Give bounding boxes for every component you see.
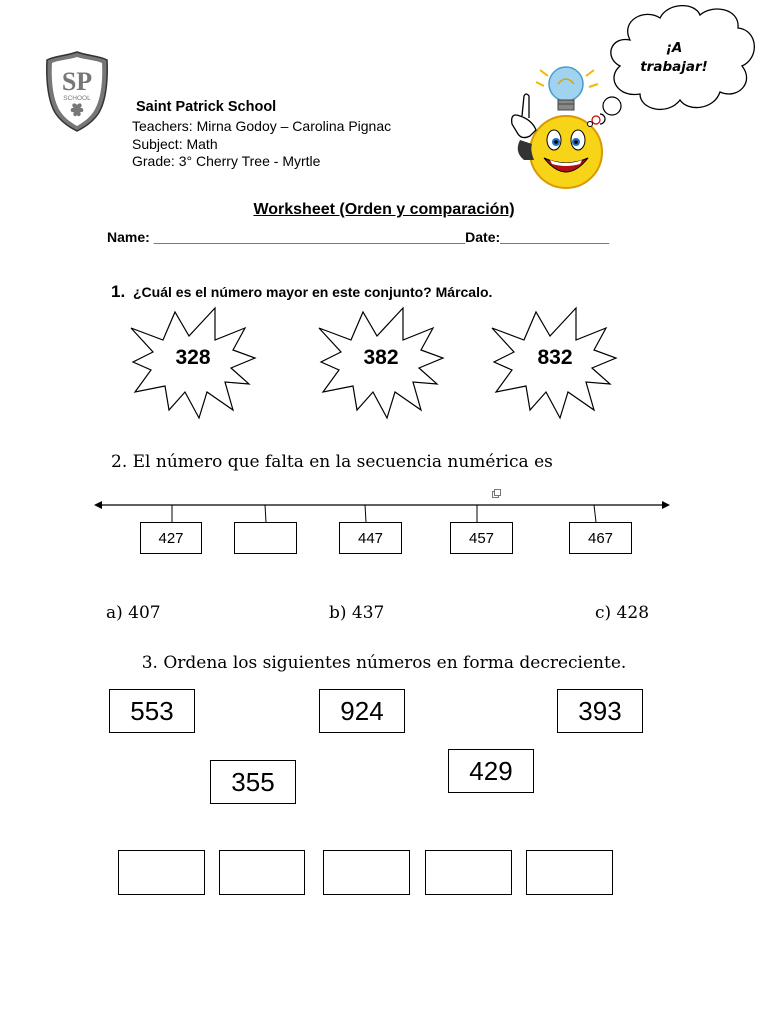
sequence-box: 457 bbox=[450, 522, 513, 554]
answer-box[interactable] bbox=[323, 850, 410, 895]
question-1-text: ¿Cuál es el número mayor en este conjunto? Márcalo. bbox=[133, 284, 493, 300]
sequence-box: 447 bbox=[339, 522, 402, 554]
school-name: Saint Patrick School bbox=[136, 99, 277, 115]
number-box: 553 bbox=[109, 689, 195, 733]
smiley-lightbulb-icon bbox=[500, 60, 610, 192]
thought-bubble-text bbox=[628, 39, 720, 77]
grade-line: Grade: 3° Cherry Tree - Myrtle bbox=[132, 153, 321, 169]
question-2-text: 2. El número que falta en la secuencia numérica es bbox=[111, 452, 553, 472]
number-box: 429 bbox=[448, 749, 534, 793]
answer-option-a[interactable]: a) 407 bbox=[106, 603, 161, 623]
answer-option-b[interactable]: b) 437 bbox=[329, 603, 385, 623]
number-box: 355 bbox=[210, 760, 296, 804]
worksheet-title: Worksheet (Orden y comparación) bbox=[253, 201, 515, 218]
answer-box[interactable] bbox=[526, 850, 613, 895]
date-blank[interactable]: ______________ bbox=[500, 229, 610, 245]
bubble-line-1: ¡A bbox=[665, 40, 683, 56]
date-label: Date: bbox=[465, 229, 501, 245]
answer-box[interactable] bbox=[219, 850, 305, 895]
sequence-box: 427 bbox=[140, 522, 202, 554]
teachers-line: Teachers: Mirna Godoy – Carolina Pignac bbox=[132, 118, 392, 134]
sequence-blank-box[interactable] bbox=[234, 522, 297, 554]
bubble-line-2: trabajar! bbox=[640, 59, 708, 75]
number-box: 924 bbox=[319, 689, 405, 733]
sequence-box: 467 bbox=[569, 522, 632, 554]
option-3-value: 832 bbox=[537, 346, 573, 369]
name-date-line bbox=[107, 229, 609, 245]
subject-line: Subject: Math bbox=[132, 136, 218, 152]
answer-box[interactable] bbox=[118, 850, 205, 895]
question-3-text: 3. Ordena los siguientes números en forma decreciente. bbox=[141, 653, 627, 673]
number-box: 393 bbox=[557, 689, 643, 733]
option-2-value: 382 bbox=[363, 346, 399, 369]
option-1-value: 328 bbox=[175, 346, 211, 369]
name-label: Name: bbox=[107, 229, 154, 245]
logo-word: SCHOOL bbox=[63, 95, 91, 102]
question-1-number: 1. bbox=[111, 282, 126, 301]
answer-box[interactable] bbox=[425, 850, 512, 895]
school-logo bbox=[44, 50, 110, 132]
name-blank[interactable]: ________________________________________ bbox=[153, 229, 466, 245]
logo-letters: SP bbox=[61, 67, 93, 96]
answer-option-c[interactable]: c) 428 bbox=[595, 603, 650, 623]
